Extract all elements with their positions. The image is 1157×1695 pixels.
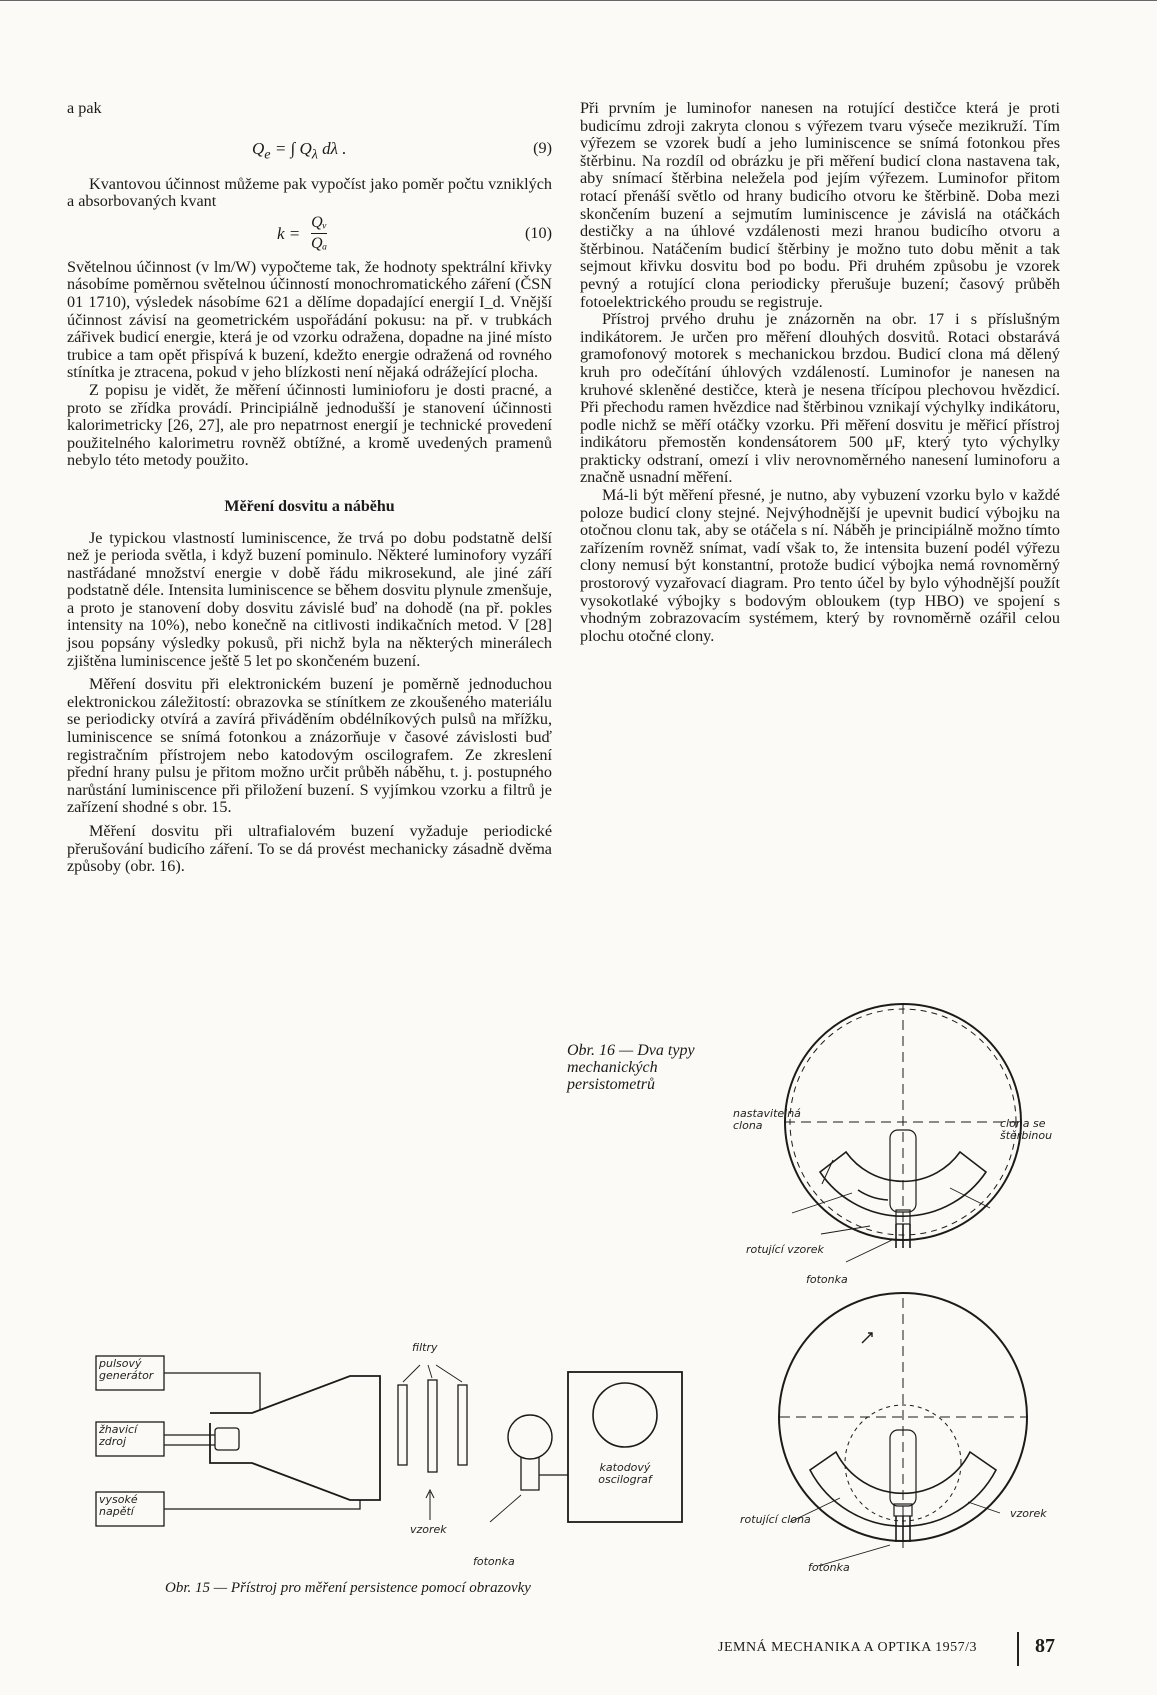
label-clona-se-sterbinou: clona se štěrbinou	[1000, 1117, 1053, 1142]
label-zhavici-zdroj: žhavicí zdroj	[99, 1423, 138, 1448]
label-pulsovy-generator: pulsový generátor	[99, 1357, 154, 1382]
label-filtry: filtry	[412, 1341, 438, 1354]
bottom-disk	[779, 1293, 1027, 1541]
label-vzorek-fig15: vzorek	[410, 1523, 447, 1536]
paragraph-precision: Má-li být měření přesné, je nutno, aby vybuzení vzorku bylo v každé poloze budicí clony stejné. Nejvýhodnější je upevnit budicí výbojku na otočnou clonu tak, aby se otáčela s ní. Náběh je principiálně možno tímto zařízením rovněž snímat, vadí však to, že intensita buzení podél výřezu clony nemusí být konstantní, protože budicí výbojka nemá rovnoměrný prostorový vyzařovací diagram. Pro tento účel by bylo výhodnější použít vysokotlaké výbojky s bodovým obloukem (typ HBO) ve spojení s vhodným zobrazovacím systémem, který by rovnoměrně ozářil celou plochu otočné clony.	[580, 486, 1060, 645]
label-vzorek-fig16: vzorek	[1010, 1507, 1047, 1520]
equation-10-numerator: Qᵥ	[311, 213, 328, 231]
label-fotonka-bottom: fotonka	[808, 1561, 850, 1574]
paragraph-electronic: Měření dosvitu při elektronickém buzení je poměrně jednoduchou elektronickou záležitostí: obrazovka se stínítkem ze zkoušeného materiálu se periodicky otvírá a zavírá přiváděním obdélníkových pulsů na mřížku, luminiscence se snímá fotonkou a znázorňuje v časové závislosti buď registračním přístrojem nebo katodovým oscilografem. Ze zkreslení přední hrany pulsu je přitom možno určit průběh náběhu, t. j. postupného narůstání luminiscence při přiložení buzení. S vyjímkou vzorku a filtrů je zařízení shodné s obr. 15.	[67, 675, 552, 817]
paragraph-ultraviolet: Měření dosvitu při ultrafialovém buzení vyžaduje periodické přerušování budicího záření. To se dá provést mechanicky zásadně dvěma způsoby (obr. 16).	[67, 822, 552, 876]
paragraph-calorimetry: Z popisu je vidět, že měření účinnosti luminioforu je dosti pracné, a proto se zřídka provádí. Principiálně jednodušší je stanovení účinnosti kalorimetricky [26, 27], ale pro nepatrnost energií je technické provedení použitelného kalorimetru rovněž obtížné, a kromě uvedených pramenů nebylo této metody použito.	[67, 380, 552, 470]
paragraph-afterglow: Je typickou vlastností luminiscence, že trvá po dobu podstatně delší než je perioda světla, i když buzení pominulo. Některé luminofory vyzáří nastřádané množství energie v době řádu mikrosekund, ale jiné září podstatně déle. Intensita luminiscence se během dosvitu plynule zmenšuje, a proto je stanovení doby dosvitu závislé buď na dohodě (na př. pokles intensity na 10%), nebo konečně na citlivosti indikačních metod. V [28] jsou popsány výsledky pokusů, při nichž byla na některých minerálech zjištěna luminiscence ještě 5 let po skončeném buzení.	[67, 528, 552, 670]
label-katodovy-oscilograf: katodový oscilograf	[598, 1461, 652, 1486]
page-number: 87	[1035, 1635, 1055, 1657]
equation-9	[67, 126, 552, 176]
equation-9-body: $Q_e$ = ∫ $Q_\lambda$ dλ .	[252, 138, 347, 162]
text-a-pak: a pak	[67, 99, 102, 117]
top-disk	[785, 1004, 1021, 1240]
figure-15-caption: Obr. 15 — Přístroj pro měření persistence pomocí obrazovky	[165, 1580, 531, 1596]
equation-10-number: (10)	[525, 223, 552, 242]
label-rotujici-vzorek: rotující vzorek	[746, 1243, 824, 1256]
paragraph-light-efficiency: Světelnou účinnost (v lm/W) vypočteme tak, že hodnoty spektrální křivky násobíme poměrnou světelnou účinností monochromatického záření (ČSN 01 1710), výsledek násobíme 621 a dělíme dopadající energií I_d. Vnější účinnost závisí na geometrickém uspořádání pokusu: na př. v trubkách zářivek budicí energie, která je od vzorku odražena, dopadne na jiné místo trubice a tam opět přispívá k buzení, kdežto energie odražená od rovného stínítka je ztracena, pokud v jeho blízkosti není nějaká odrážející plocha.	[67, 257, 552, 382]
label-nastavitelna-clona: nastavitelná clona	[733, 1107, 801, 1132]
label-rotujici-clona: rotující clona	[740, 1513, 811, 1526]
top-rule	[0, 0, 1157, 7]
paragraph-first-method: Při prvním je luminofor nanesen na rotující destičce která je proti budicímu zdroji zakryta clonou s výřezem tvaru výseče mezikruží. Tím výřezem se vzorek budí a jeho luminiscence se snímá fotonkou přes štěrbinu. Na rozdíl od obrázku je při měření budicí clona nastavena tak, aby snímací štěrbina neležela pod jejím výřezem. Luminofor přitom rotací přenáší světlo od hrany budicího otvoru ke štěrbině. Doba mezi skončením buzení a sejmutím luminiscence je závislá na otáčkách destičky a na úhlové vzdálenosti mezi hranou budicího otvoru a štěrbinou. Natáčením budicí štěrbiny je možno tuto dobu měnit a tak sejmout křivku dosvitu bod po bodu. Při druhém způsobu je vzorek pevný a rotující clona periodicky přerušuje buzení; časový průběh fotoelektrického proudu se registruje.	[580, 99, 1060, 311]
right-column	[580, 100, 1060, 645]
equation-10-lhs: k =	[277, 223, 301, 243]
footer-divider	[1017, 1632, 1019, 1666]
left-column	[67, 100, 552, 876]
equation-10	[67, 211, 552, 259]
equation-10-denominator: Qₐ	[311, 234, 328, 252]
paragraph-instrument: Přístroj prvého druhu je znázorněn na obr. 17 i s příslušným indikátorem. Je určen pro měření dlouhých dosvitů. Rotaci obstarává gramofonový motorek s mechanickou brzdou. Budicí clona má dělený kruh pro odečítání úhlových vzdáleností. Luminofor je nanesen na kruhové skleněné destičce, kterà je nesena třícípou plechovou hvězdicí. Při přechodu ramen hvězdice nad štěrbinou vznikají výchylky indikátoru, podle nichž se měří otáčky vzorku. Při měření dosvitu je měřicí přístroj indikátoru přemostěn kondensátorem 500 μF, který tyto výchylky prakticky odstraní, omezí i vliv nerovnoměrného nanesení luminoforu a značně usnadní měření.	[580, 310, 1060, 487]
label-fotonka-fig15: fotonka	[473, 1555, 515, 1568]
label-fotonka-top: fotonka	[806, 1273, 848, 1286]
figure-16-caption: Obr. 16 — Dva typy mechanických persistometrů	[567, 1042, 695, 1093]
journal-footer: JEMNÁ MECHANIKA A OPTIKA 1957/3	[718, 1640, 977, 1655]
equation-9-number: (9)	[533, 138, 552, 157]
paragraph-quantum: Kvantovou účinnost můžeme pak vypočíst jako poměr počtu vzniklých a absorbovaných kvant	[67, 174, 552, 211]
label-vysoke-napeti: vysoké napětí	[99, 1493, 138, 1518]
section-heading: Měření dosvitu a náběhu	[224, 497, 395, 515]
equation-10-fraction	[311, 213, 327, 254]
